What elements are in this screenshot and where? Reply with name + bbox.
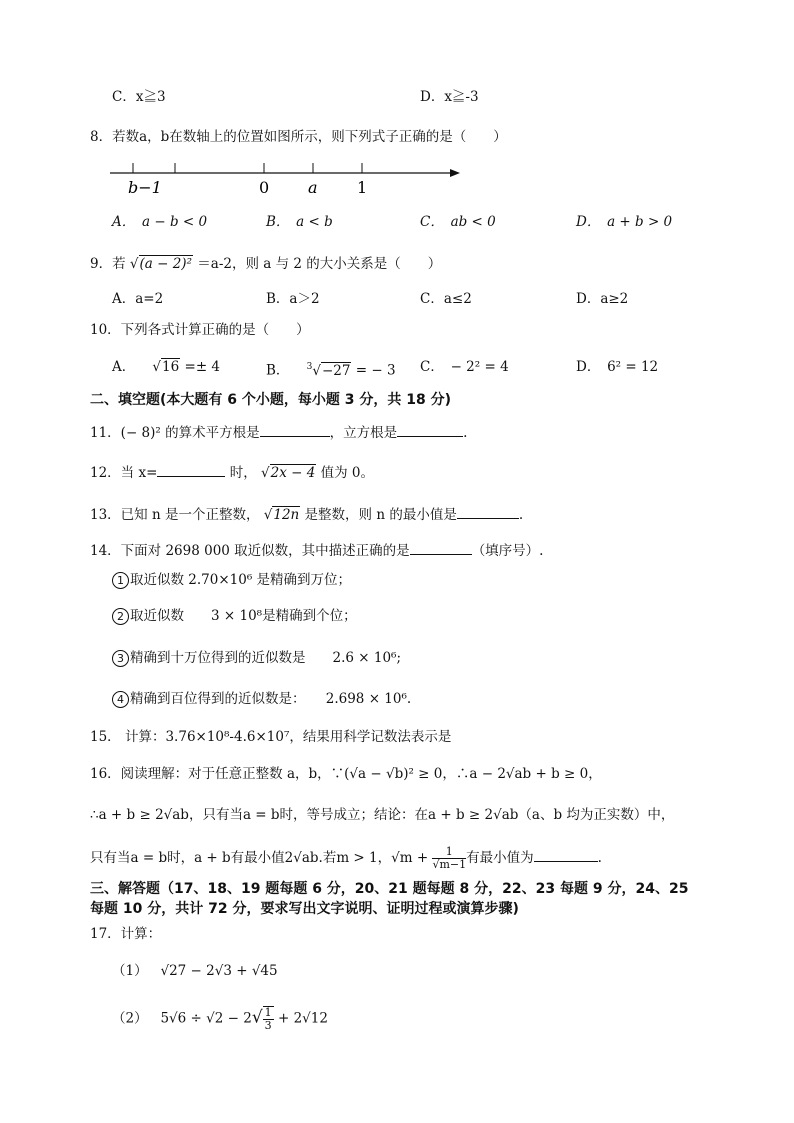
q14-item-4: 4 精确到百位得到的近似数是： 2.698 × 10⁶. xyxy=(112,690,411,708)
q7-option-c: C．x≧3 xyxy=(112,89,166,105)
q15: 15． 计算：3.76×10⁸-4.6×10⁷，结果用科学记数法表示是 xyxy=(90,729,452,745)
axis-label-b-minus-1: b−1 xyxy=(128,178,162,197)
q17-stem: 17．计算： xyxy=(90,926,162,942)
q13: 13．已知 n 是一个正整数， √12n 是整数，则 n 的最小值是 . xyxy=(90,504,523,524)
number-line xyxy=(100,155,470,200)
q8-option-b: B． a < b xyxy=(266,214,333,230)
q11-blank-1[interactable] xyxy=(260,422,330,437)
q11: 11．(− 8)² 的算术平方根是 ，立方根是 . xyxy=(90,422,467,442)
q9-sqrt: √(a − 2)² xyxy=(129,256,192,272)
axis-label-a: a xyxy=(308,178,318,197)
q14-item-2: 2 取近似数 3 × 10⁸是精确到个位； xyxy=(112,607,357,625)
axis-label-1: 1 xyxy=(357,178,368,197)
q9-option-c: C．a≤2 xyxy=(420,291,472,307)
q14-blank[interactable] xyxy=(410,540,472,555)
q12-blank[interactable] xyxy=(157,462,225,477)
q9-option-b: B．a＞2 xyxy=(266,291,320,307)
section-2-title: 二、填空题(本大题有 6 个小题，每小题 3 分，共 18 分) xyxy=(90,392,452,408)
q16-blank[interactable] xyxy=(534,847,598,862)
q10-option-b: B． $^3$√−27 = − 3 xyxy=(266,362,396,379)
q13-blank[interactable] xyxy=(457,504,519,519)
q17-part-2: （2） 5√6 ÷ √2 − 2√ $\frac{1}{3}$ + 2√12 xyxy=(112,1006,328,1032)
q17-part-1: （1） √27 − 2√3 + √45 xyxy=(112,963,278,979)
q11-blank-2[interactable] xyxy=(397,422,463,437)
q12: 12．当 x= 时， √2x − 4 值为 0。 xyxy=(90,462,374,482)
q9-stem: 9．若 √(a − 2)² ＝a-2，则 a 与 2 的大小关系是（ ） xyxy=(90,256,442,272)
q10-option-a: A． √16 =± 4 xyxy=(112,359,221,375)
q14-item-3: 3 精确到十万位得到的近似数是 2.6 × 10⁶; xyxy=(112,649,401,667)
q17-fraction: $\frac{1}{3}$ xyxy=(264,1006,272,1032)
q9-option-d: D．a≥2 xyxy=(576,291,629,307)
q16-line-2: ∴a + b ≥ 2√ab，只有当a = b时，等号成立；结论：在a + b ≥ 2√ab（a、b 均为正实数）中， xyxy=(90,807,675,823)
q16-fraction: $\frac{1}{√m-1}$ xyxy=(432,845,467,871)
q8-stem: 8．若数a，b在数轴上的位置如图所示，则下列式子正确的是（ ） xyxy=(90,129,507,145)
q7-option-d: D．x≧-3 xyxy=(420,89,479,105)
q14-item-1: 1 取近似数 2.70×10⁶ 是精确到万位； xyxy=(112,571,351,589)
q10-option-d: D． 6² = 12 xyxy=(576,359,659,375)
q8-option-d: D． a + b > 0 xyxy=(576,214,673,230)
q10-stem: 10．下列各式计算正确的是（ ） xyxy=(90,322,310,338)
q8-option-c: C． ab < 0 xyxy=(420,214,496,230)
q16-line-1: 16．阅读理解：对于任意正整数 a，b，∵(√a − √b)² ≥ 0，∴a − 2√ab + b ≥ 0， xyxy=(90,766,602,782)
section-3-title-line-2: 每题 10 分，共计 72 分，要求写出文字说明、证明过程或演算步骤) xyxy=(90,901,519,917)
q10-option-c: C． − 2² = 4 xyxy=(420,359,509,375)
section-3-title-line-1: 三、解答题（17、18、19 题每题 6 分，20、21 题每题 8 分，22、23 每题 9 分，24、25 xyxy=(90,881,689,897)
q8-option-a: A． a − b < 0 xyxy=(112,214,208,230)
axis-label-0: 0 xyxy=(259,178,270,197)
q9-option-a: A．a=2 xyxy=(112,291,164,307)
q16-line-3: 只有当a = b时，a + b有最小值2√ab.若m > 1，√m + $\frac{1}{√m-1}$ 有最小值为 . xyxy=(90,845,602,871)
q14-stem: 14．下面对 2698 000 取近似数，其中描述正确的是 （填序号）. xyxy=(90,540,543,560)
